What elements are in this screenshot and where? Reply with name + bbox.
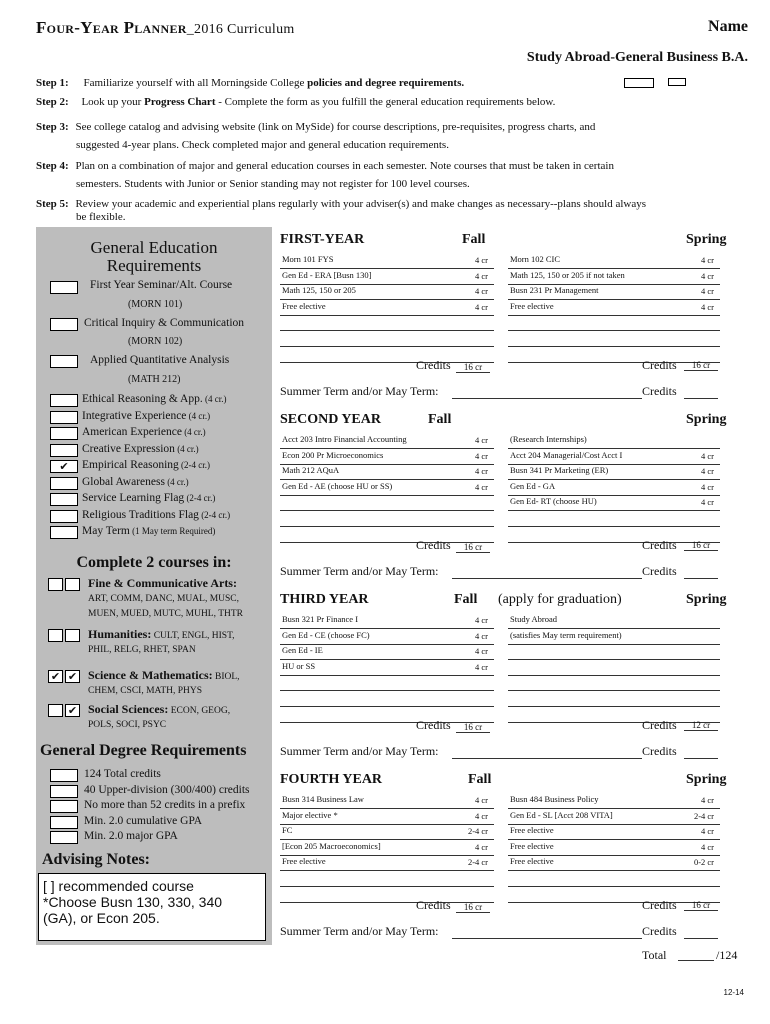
- fall-course: Major elective *: [282, 809, 338, 820]
- degree-req-item: 40 Upper-division (300/400) credits: [84, 783, 250, 796]
- fall-course-credits: 4 cr: [475, 841, 488, 852]
- spring-course-line[interactable]: [508, 315, 720, 316]
- fall-course: Math 212 AQuA: [282, 465, 340, 476]
- step-label: Step 4:: [36, 160, 69, 172]
- checkbox-aqa[interactable]: [50, 355, 78, 368]
- checkbox-american-experience[interactable]: [50, 427, 78, 440]
- spring-course-credits: 4 cr: [701, 826, 714, 837]
- fall-course-line[interactable]: [280, 315, 494, 316]
- area-name: Science & Mathematics:: [88, 668, 213, 682]
- fall-course-line[interactable]: [280, 690, 494, 691]
- fall-course-credits: 4 cr: [475, 286, 488, 297]
- spring-course-credits: 4 cr: [701, 481, 714, 492]
- req-cic-course: (MORN 102): [128, 336, 183, 347]
- fall-label: Fall: [454, 592, 478, 607]
- fall-course: Gen Ed - CE (choose FC): [282, 629, 370, 640]
- fall-label: Fall: [428, 412, 452, 427]
- small-req-item: [82, 443, 199, 455]
- small-req-note: (1 May term Required): [129, 526, 216, 536]
- spring-credits-label: Credits: [642, 358, 677, 372]
- fall-course-credits: 4 cr: [475, 481, 488, 492]
- spring-course: (Research Internships): [510, 434, 587, 444]
- summer-credits-line[interactable]: [684, 578, 718, 579]
- req-aqa: Applied Quantitative Analysis: [90, 354, 230, 366]
- summer-credits-label: Credits: [642, 924, 677, 938]
- summer-term-line[interactable]: [452, 578, 642, 579]
- spring-course: Busn 231 Pr Management: [510, 285, 599, 296]
- fall-course-line[interactable]: [280, 706, 494, 707]
- area-prefixes: BIOL,: [212, 672, 240, 682]
- small-req-item: [82, 410, 210, 422]
- fall-course: Math 125, 150 or 205: [282, 285, 356, 296]
- req-fys-course: (MORN 101): [128, 299, 183, 310]
- spring-course-credits: 4 cr: [701, 795, 714, 805]
- advising-note: (GA), or Econ 205.: [43, 910, 160, 926]
- spring-credits-label: Credits: [642, 898, 677, 912]
- fall-course-line[interactable]: [280, 675, 494, 676]
- area-name: Social Sciences:: [88, 702, 169, 716]
- fall-course: HU or SS: [282, 660, 316, 671]
- advising-note: [ ] recommended course: [43, 878, 194, 894]
- degree-req-item: Min. 2.0 cumulative GPA: [84, 814, 203, 827]
- fall-course: Gen Ed - AE (choose HU or SS): [282, 480, 393, 491]
- area-checkbox-2[interactable]: ✔: [65, 704, 80, 717]
- fall-credits-label: Credits: [416, 358, 451, 372]
- fall-course-line[interactable]: [280, 824, 494, 825]
- small-req-item: [82, 426, 206, 438]
- area-prefixes-line: POLS, SOCI, PSYC: [88, 720, 167, 730]
- small-req-note: (4 cr.): [186, 410, 211, 421]
- checkbox-ethical-reasoning-app-[interactable]: [50, 394, 78, 407]
- spring-course: Busn 484 Business Policy: [510, 794, 599, 804]
- program-title: Study Abroad-General Business B.A.: [526, 50, 748, 65]
- fall-course: Gen Ed - IE: [282, 645, 323, 656]
- degree-req-item: Min. 2.0 major GPA: [84, 830, 178, 842]
- spring-course: Free elective: [510, 840, 554, 851]
- spring-credits-value: 16 cr: [684, 360, 718, 371]
- degree-req-checkbox[interactable]: [50, 800, 78, 813]
- spring-course-credits: 2-4 cr: [693, 810, 714, 821]
- area-checkbox-1[interactable]: [48, 704, 63, 717]
- area-prefixes-line: MUEN, MUED, MUTC, MUHL, THTR: [88, 609, 243, 619]
- fall-credits-label: Credits: [416, 898, 451, 912]
- spring-course-credits: 4 cr: [701, 270, 714, 281]
- fall-course-line[interactable]: [280, 330, 494, 331]
- step-text: Plan on a combination of major and general education courses in each semester. Note courses that must be taken in certain: [75, 160, 614, 172]
- fall-course-credits: 2-4 cr: [467, 857, 488, 868]
- spring-course-credits: 4 cr: [701, 466, 714, 477]
- small-req-label: Religious Traditions Flag: [82, 508, 199, 521]
- step-3-line2: suggested 4-year plans. Check completed major and general education requirements.: [76, 139, 449, 151]
- fall-course: Econ 200 Pr Microeconomics: [282, 449, 384, 460]
- req-cic: Critical Inquiry & Communication: [84, 317, 245, 329]
- fall-course-line[interactable]: [280, 346, 494, 347]
- small-req-note: (4 cr.): [202, 394, 227, 404]
- step-5: [36, 198, 646, 210]
- small-req-note: (4 cr.): [181, 427, 206, 437]
- fall-course: Busn 314 Business Law: [282, 794, 364, 804]
- fall-credits-value: 16 cr: [456, 362, 490, 373]
- fall-credits-value: 16 cr: [456, 902, 490, 913]
- year-title: FIRST-YEAR: [280, 232, 365, 247]
- spring-label: Spring: [686, 772, 727, 787]
- spring-course-line[interactable]: [508, 675, 720, 676]
- spring-course: Free elective: [510, 300, 554, 311]
- area-name: Humanities:: [88, 627, 152, 641]
- fall-course-credits: 4 cr: [475, 450, 488, 461]
- spring-course: Free elective: [510, 825, 554, 836]
- area-prefixes: ECON, GEOG,: [168, 706, 231, 716]
- checkbox-cic[interactable]: [50, 318, 78, 331]
- spring-course: Busn 341 Pr Marketing (ER): [510, 465, 609, 476]
- planner-title: Four-Year Planner: [36, 18, 187, 37]
- spring-course-credits: 4 cr: [701, 497, 714, 508]
- step-emphasis: Progress Chart: [144, 96, 216, 108]
- spring-course: Gen Ed - SL [Acct 208 VITA]: [510, 809, 613, 820]
- area-label: [88, 668, 240, 683]
- checkbox-religious-traditions-flag[interactable]: [50, 510, 78, 523]
- small-req-label: Service Learning Flag: [82, 492, 185, 504]
- fall-course: Morn 101 FYS: [282, 254, 334, 264]
- spring-course-credits: 4 cr: [701, 255, 714, 265]
- spring-course-credits: 4 cr: [701, 841, 714, 852]
- year-title: SECOND YEAR: [280, 412, 381, 427]
- degree-req-checkbox[interactable]: [50, 785, 78, 798]
- small-req-item: [82, 525, 215, 537]
- fall-credits-value: 16 cr: [456, 542, 490, 553]
- small-req-item: [82, 393, 226, 405]
- fall-credits-label: Credits: [416, 538, 451, 552]
- graduation-note: (apply for graduation): [498, 592, 622, 607]
- gen-ed-title-line2: Requirements: [106, 256, 202, 275]
- spring-credits-value: 16 cr: [684, 900, 718, 911]
- step-emphasis: policies and degree requirements.: [307, 77, 465, 89]
- total-label: Total: [642, 948, 667, 962]
- area-checkbox-1[interactable]: [48, 629, 63, 642]
- step-text: Look up your: [81, 96, 145, 108]
- spring-course-line[interactable]: [508, 706, 720, 707]
- requirements-sidebar: [36, 227, 272, 945]
- small-req-note: (2-4 cr.): [178, 460, 211, 470]
- fall-label: Fall: [468, 772, 492, 787]
- step-3: [36, 121, 595, 133]
- spring-course: Math 125, 150 or 205 if not taken: [510, 269, 625, 280]
- area-checkbox-2[interactable]: [65, 629, 80, 642]
- oval-checkbox-1[interactable]: [624, 78, 654, 88]
- fall-course-line[interactable]: [280, 495, 494, 496]
- spring-course-line[interactable]: [508, 330, 720, 331]
- spring-course-line[interactable]: [508, 644, 720, 645]
- fall-label: Fall: [462, 232, 486, 247]
- spring-course: Study Abroad: [510, 614, 557, 624]
- area-prefixes-line: CHEM, CSCI, MATH, PHYS: [88, 686, 203, 696]
- checkbox-may-term[interactable]: [50, 526, 78, 539]
- fall-course-credits: 4 cr: [475, 630, 488, 641]
- small-req-label: Integrative Experience: [82, 409, 187, 422]
- summer-credits-label: Credits: [642, 384, 677, 398]
- fall-course-credits: 4 cr: [475, 615, 488, 625]
- step-4: [36, 160, 614, 172]
- fall-course-credits: 4 cr: [475, 255, 488, 265]
- step-1: [36, 77, 464, 89]
- gen-ed-title-line1: General Education: [90, 238, 218, 257]
- spring-course-credits: 0-2 cr: [693, 857, 714, 868]
- spring-course: Acct 204 Managerial/Cost Acct I: [510, 449, 623, 460]
- step-text: See college catalog and advising website (link on MySide) for course descriptions, pre-requisites, progress charts, and: [75, 121, 596, 133]
- spring-label: Spring: [686, 592, 727, 607]
- summer-credits-label: Credits: [642, 564, 677, 578]
- small-req-note: (2-4 cr.): [198, 509, 231, 520]
- spring-course-line[interactable]: [508, 526, 720, 527]
- checkbox-service-learning-flag[interactable]: [50, 493, 78, 506]
- small-req-item: [82, 509, 230, 521]
- advising-notes-box[interactable]: [38, 873, 266, 941]
- summer-term-label: Summer Term and/or May Term:: [280, 744, 439, 758]
- area-label: [88, 627, 235, 642]
- fall-course: Acct 203 Intro Financial Accounting: [282, 434, 407, 444]
- summer-term-line[interactable]: [452, 758, 642, 759]
- summer-term-label: Summer Term and/or May Term:: [280, 924, 439, 938]
- advising-note: *Choose Busn 130, 330, 340: [43, 894, 223, 910]
- area-prefixes-line: ART, COMM, DANC, MUAL, MUSC,: [88, 594, 240, 604]
- area-label: [88, 702, 230, 717]
- fall-course-credits: 4 cr: [475, 466, 488, 477]
- step-2: [36, 96, 555, 108]
- area-checkbox-1[interactable]: [48, 578, 63, 591]
- spring-course-line[interactable]: [508, 510, 720, 511]
- area-checkbox-2[interactable]: ✔: [65, 670, 80, 683]
- small-req-note: (4 cr.): [174, 443, 199, 454]
- small-req-item: [82, 459, 210, 471]
- spring-label: Spring: [686, 412, 727, 427]
- gen-ed-title: [36, 239, 272, 275]
- checkbox-fys[interactable]: [50, 281, 78, 294]
- step-text: Familiarize yourself with all Morningside College: [83, 77, 308, 89]
- fall-course-credits: 4 cr: [475, 795, 488, 805]
- spring-course-credits: 4 cr: [701, 450, 714, 461]
- year-title: FOURTH YEAR: [280, 772, 383, 787]
- oval-checkbox-2[interactable]: [668, 78, 686, 86]
- small-req-item: [82, 476, 189, 488]
- spring-course-credits: 4 cr: [701, 301, 714, 312]
- fall-course-line[interactable]: [280, 870, 494, 871]
- name-label: Name: [708, 18, 748, 35]
- fall-credits-value: 16 cr: [456, 722, 490, 733]
- small-req-label: May Term: [82, 525, 130, 537]
- step-label: Step 2:: [36, 96, 69, 108]
- fall-course-credits: 4 cr: [475, 810, 488, 821]
- spring-course-line[interactable]: [508, 659, 720, 660]
- spring-course: Gen Ed - GA: [510, 480, 556, 491]
- summer-credits-line[interactable]: [684, 758, 718, 759]
- small-req-note: (2-4 cr.): [184, 493, 216, 503]
- degree-req-checkbox[interactable]: [50, 816, 78, 829]
- fall-course: [Econ 205 Macroeconomics]: [282, 840, 381, 851]
- step-5-line2: be flexible.: [76, 211, 126, 223]
- summer-term-line[interactable]: [452, 398, 642, 399]
- degree-req-checkbox[interactable]: [50, 831, 78, 844]
- fall-course: Free elective: [282, 300, 326, 311]
- spring-course: Free elective: [510, 856, 554, 867]
- checkbox-integrative-experience[interactable]: [50, 411, 78, 424]
- curriculum-year: _2016 Curriculum: [186, 22, 295, 37]
- spring-label: Spring: [686, 232, 727, 247]
- fall-course-credits: 2-4 cr: [467, 826, 488, 837]
- fall-course-credits: 4 cr: [475, 435, 488, 445]
- small-req-note: (4 cr.): [164, 476, 189, 487]
- spring-course-line[interactable]: [508, 346, 720, 347]
- small-req-item: [82, 492, 215, 504]
- complete-title: Complete 2 courses in:: [76, 554, 232, 571]
- spring-course-line[interactable]: [508, 870, 720, 871]
- degree-title: General Degree Requirements: [40, 742, 247, 759]
- area-name: Fine & Communicative Arts:: [88, 576, 237, 590]
- checkbox-creative-expression[interactable]: [50, 444, 78, 457]
- fall-course: Free elective: [282, 856, 326, 867]
- small-req-label: Global Awareness: [82, 475, 165, 488]
- small-req-label: Ethical Reasoning & App.: [82, 393, 203, 405]
- small-req-label: Creative Expression: [82, 442, 175, 455]
- step-label: Step 1:: [36, 77, 69, 89]
- fall-credits-label: Credits: [416, 718, 451, 732]
- spring-course-credits: 4 cr: [701, 286, 714, 297]
- summer-term-label: Summer Term and/or May Term:: [280, 384, 439, 398]
- area-prefixes-line: PHIL, RELG, RHET, SPAN: [88, 645, 196, 655]
- checkbox-global-awareness[interactable]: [50, 477, 78, 490]
- spring-credits-value: 12 cr: [684, 720, 718, 731]
- fall-course-line[interactable]: [280, 510, 494, 511]
- spring-course: Morn 102 CIC: [510, 254, 561, 264]
- year-title: THIRD YEAR: [280, 592, 369, 607]
- fall-course-credits: 4 cr: [475, 301, 488, 312]
- spring-credits-label: Credits: [642, 538, 677, 552]
- checkbox-empirical-reasoning[interactable]: ✔: [50, 460, 78, 473]
- summer-credits-line[interactable]: [684, 398, 718, 399]
- spring-course: (satisfies May term requirement): [510, 629, 622, 640]
- advising-title: Advising Notes:: [42, 851, 151, 868]
- total-field[interactable]: [678, 960, 714, 961]
- area-checkbox-1[interactable]: ✔: [48, 670, 63, 683]
- req-aqa-course: (MATH 212): [128, 374, 181, 385]
- area-prefixes: CULT, ENGL, HIST,: [151, 631, 235, 641]
- degree-req-checkbox[interactable]: [50, 769, 78, 782]
- fall-course: Busn 321 Pr Finance I: [282, 614, 359, 624]
- summer-term-label: Summer Term and/or May Term:: [280, 564, 439, 578]
- step-text-2: - Complete the form as you fulfill the general education requirements below.: [215, 96, 556, 108]
- degree-req-item: 124 Total credits: [84, 768, 161, 780]
- small-req-label: Empirical Reasoning: [82, 459, 179, 471]
- spring-course: Gen Ed- RT (choose HU): [510, 496, 597, 507]
- spring-course-line[interactable]: [508, 886, 720, 887]
- area-checkbox-2[interactable]: [65, 578, 80, 591]
- spring-credits-label: Credits: [642, 718, 677, 732]
- fall-course: FC: [282, 825, 293, 836]
- summer-credits-label: Credits: [642, 744, 677, 758]
- spring-course-line[interactable]: [508, 690, 720, 691]
- fall-course-credits: 4 cr: [475, 661, 488, 672]
- area-label: [88, 576, 237, 591]
- step-text: Review your academic and experiential plans regularly with your adviser(s) and make changes as necessary--plans should always: [75, 198, 647, 210]
- summer-credits-line[interactable]: [684, 938, 718, 939]
- spring-credits-value: 16 cr: [684, 540, 718, 551]
- degree-req-item: No more than 52 credits in a prefix: [84, 799, 246, 811]
- page-title: [36, 18, 295, 38]
- fall-course-credits: 4 cr: [475, 646, 488, 657]
- small-req-label: American Experience: [82, 426, 182, 438]
- fall-course: Gen Ed - ERA [Busn 130]: [282, 269, 372, 280]
- total-out-of: /124: [716, 948, 738, 962]
- step-4-line2: semesters. Students with Junior or Senior standing may not register for 100 level courses.: [76, 178, 470, 190]
- step-label: Step 5:: [36, 198, 69, 210]
- fall-course-line[interactable]: [280, 886, 494, 887]
- req-fys: First Year Seminar/Alt. Course: [90, 279, 233, 291]
- step-label: Step 3:: [36, 121, 69, 133]
- footer-code: 12-14: [723, 988, 744, 997]
- fall-course-line[interactable]: [280, 526, 494, 527]
- fall-course-credits: 4 cr: [475, 270, 488, 281]
- summer-term-line[interactable]: [452, 938, 642, 939]
